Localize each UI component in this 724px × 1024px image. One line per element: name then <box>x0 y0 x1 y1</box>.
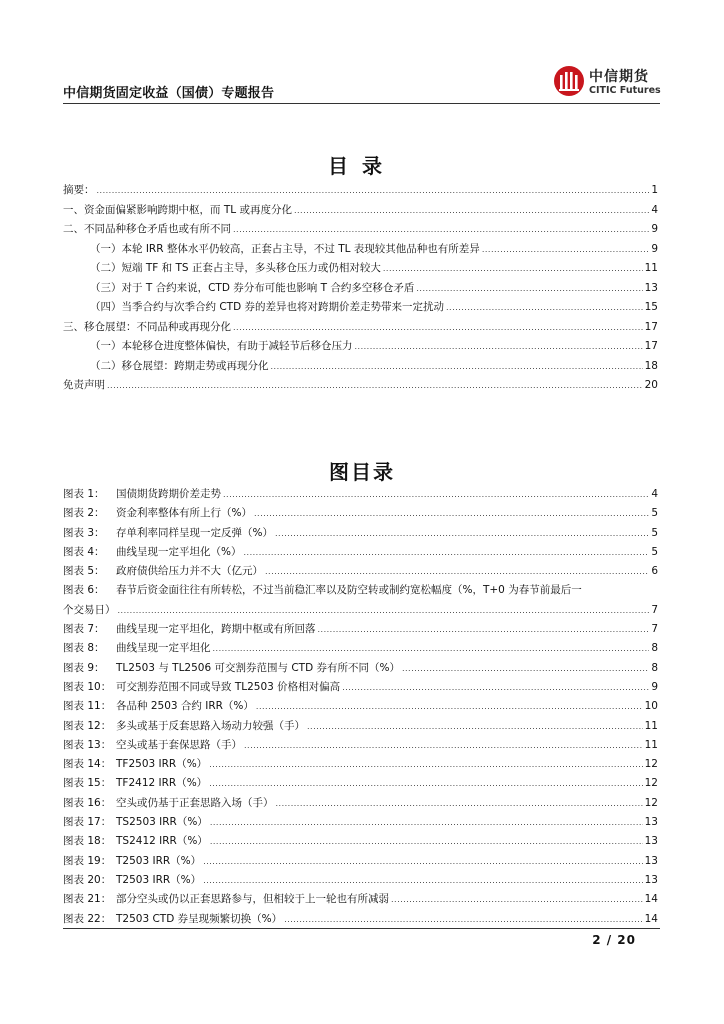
figure-entry-page: 13 <box>644 854 658 867</box>
figure-entry-page: 14 <box>644 912 658 925</box>
figure-entry-label: 空头或仍基于正套思路入场（手） <box>116 796 274 809</box>
figure-entry-label: 曲线呈现一定平坦化，跨期中枢或有所回落 <box>116 623 316 636</box>
figure-entry-label: 各品种 2503 合约 IRR（%） <box>116 700 254 713</box>
figure-entry-label: TS2503 IRR（%） <box>116 816 208 829</box>
figure-entry-label: 可交割券范围不同或导致 TL2503 价格相对偏高 <box>116 680 341 693</box>
figure-entry-label: 政府债供给压力并不大（亿元） <box>116 565 263 578</box>
figure-entry-number: 图表 6： <box>63 584 105 597</box>
toc-entry[interactable] <box>63 181 658 201</box>
figure-entry-label-continued: 个交易日） <box>63 603 116 616</box>
dot-leader <box>256 697 643 716</box>
figure-entry[interactable] <box>63 562 658 581</box>
toc-entry[interactable] <box>63 376 658 396</box>
figure-entry-number: 图表 15： <box>63 777 112 790</box>
figure-entry-page: 11 <box>644 738 658 751</box>
figure-entry-label: 存单利率同样呈现一定反弹（%） <box>116 526 273 539</box>
citic-logo-icon <box>554 66 584 96</box>
figure-entry-page: 7 <box>651 603 658 616</box>
toc-entry[interactable] <box>63 318 658 338</box>
figure-entry-number: 图表 21： <box>63 893 112 906</box>
dot-leader <box>233 220 649 240</box>
figure-entry-number: 图表 18： <box>63 835 112 848</box>
report-header-title: 中信期货固定收益（国债）专题报告 <box>63 86 275 101</box>
figure-entry-page: 13 <box>644 816 658 829</box>
figure-entry[interactable] <box>63 678 658 697</box>
toc-entry[interactable] <box>63 240 658 260</box>
figure-entry-page: 12 <box>644 796 658 809</box>
toc-entry-page: 17 <box>644 340 658 352</box>
figure-entry-number: 图表 1： <box>63 488 105 500</box>
dot-leader <box>209 774 642 793</box>
figure-entry-page: 6 <box>651 565 658 578</box>
figure-entry-label: 国债期货跨期价差走势 <box>116 488 221 500</box>
figure-entry-number: 图表 4： <box>63 545 105 558</box>
figure-entry[interactable] <box>63 543 658 562</box>
toc-entry-page: 9 <box>651 223 658 235</box>
figure-entry-number: 图表 22： <box>63 912 112 925</box>
figure-list <box>63 485 658 929</box>
figure-entry-number: 图表 5： <box>63 565 105 578</box>
toc-entry-label: （一）本轮移仓进度整体偏快，有助于减轻节后移仓压力 <box>90 340 353 352</box>
toc-entry-label: 二、不同品种移仓矛盾也或有所不同 <box>63 223 231 235</box>
dot-leader <box>446 298 643 318</box>
figure-entry-page: 7 <box>651 623 658 636</box>
dot-leader <box>254 504 649 523</box>
dot-leader <box>482 240 650 260</box>
figure-entry-label: TS2412 IRR（%） <box>116 835 208 848</box>
figure-entry-page: 5 <box>651 507 658 520</box>
dot-leader <box>275 524 649 543</box>
figure-entry[interactable] <box>63 504 658 523</box>
figure-entry-label: T2503 IRR（%） <box>116 873 202 886</box>
figure-entry-page: 14 <box>644 893 658 906</box>
figure-entry-label: TL2503 与 TL2506 可交割券范围与 CTD 券有所不同（%） <box>116 661 400 674</box>
header-divider <box>63 103 660 104</box>
citic-futures-logo <box>554 66 664 100</box>
figure-entry[interactable] <box>63 871 658 890</box>
dot-leader <box>213 639 650 658</box>
figure-entry-page: 13 <box>644 835 658 848</box>
toc-entry-page: 4 <box>651 203 658 216</box>
figure-entry[interactable] <box>63 485 658 504</box>
toc-entry-label: （二）短端 TF 和 TS 正套占主导，多头移仓压力或仍相对较大 <box>90 262 381 274</box>
toc-entry[interactable] <box>63 357 658 377</box>
figure-entry[interactable] <box>63 717 658 736</box>
toc-entry[interactable] <box>63 279 658 299</box>
dot-leader <box>243 543 649 562</box>
figure-entry-page: 10 <box>644 700 658 713</box>
dot-leader <box>391 890 643 909</box>
toc-entry[interactable] <box>63 298 658 318</box>
figure-entry-label: 空头或基于套保思路（手） <box>116 738 242 751</box>
figure-entry-number: 图表 11： <box>63 700 112 713</box>
dot-leader <box>416 279 642 299</box>
toc-entry-page: 15 <box>644 301 658 313</box>
toc-title: 目录 <box>328 154 396 178</box>
figure-entry-label: 曲线呈现一定平坦化（%） <box>116 545 242 558</box>
toc-entry-page: 11 <box>644 262 658 274</box>
figure-entry-page: 4 <box>651 488 658 500</box>
figure-entry-continuation[interactable] <box>63 601 658 620</box>
dot-leader <box>233 318 643 338</box>
dot-leader <box>107 376 643 396</box>
figure-entry[interactable] <box>63 659 658 678</box>
dot-leader <box>203 871 642 890</box>
logo-english-name: CITIC Futures <box>589 85 661 96</box>
dot-leader <box>284 910 643 929</box>
figure-entry-label: TF2503 IRR（%） <box>116 758 208 771</box>
figure-entry-number: 图表 10： <box>63 680 112 693</box>
toc-entry[interactable] <box>63 337 658 357</box>
figure-entry-number: 图表 2： <box>63 507 105 520</box>
dot-leader <box>244 736 643 755</box>
dot-leader <box>342 678 649 697</box>
toc-entry-page: 17 <box>644 320 658 333</box>
page-indicator: 2 / 20 <box>592 933 636 947</box>
figure-entry-label: 资金利率整体有所上行（%） <box>116 507 252 520</box>
dot-leader <box>118 601 650 620</box>
footer-divider <box>63 928 660 929</box>
figure-entry[interactable] <box>63 813 658 832</box>
toc-entry-page: 20 <box>644 379 658 391</box>
figure-entry-number: 图表 17： <box>63 816 112 829</box>
figure-entry[interactable] <box>63 852 658 871</box>
figure-entry-label: T2503 IRR（%） <box>116 854 202 867</box>
figure-entry[interactable] <box>63 697 658 716</box>
dot-leader <box>276 794 643 813</box>
figure-entry-number: 图表 9： <box>63 661 105 674</box>
toc-entry-label: （二）移仓展望：跨期走势或再现分化 <box>90 359 269 372</box>
figure-entry-page: 9 <box>651 680 658 693</box>
figure-entry-page: 5 <box>651 526 658 539</box>
figure-entry-number: 图表 14： <box>63 758 112 771</box>
figure-entry-label: TF2412 IRR（%） <box>116 777 208 790</box>
toc-entry-label: 摘要： <box>63 184 95 196</box>
figure-entry-number: 图表 19： <box>63 854 112 867</box>
dot-leader <box>209 755 642 774</box>
figure-entry-page: 8 <box>651 661 658 674</box>
figure-entry-page: 11 <box>644 719 658 732</box>
toc-entry-label: 免责声明 <box>63 379 105 391</box>
dot-leader <box>223 485 649 504</box>
toc-list <box>63 181 658 396</box>
dot-leader <box>203 852 642 871</box>
figure-entry-label: 曲线呈现一定平坦化 <box>116 642 211 655</box>
figure-entry-number: 图表 16： <box>63 796 112 809</box>
figure-entry-label: T2503 CTD 券呈现频繁切换（%） <box>116 912 283 925</box>
figure-entry[interactable] <box>63 755 658 774</box>
dot-leader <box>294 201 649 221</box>
figure-entry[interactable] <box>63 832 658 851</box>
dot-leader <box>355 337 643 357</box>
toc-entry-label: 一、资金面偏紧影响跨期中枢，而 TL 或再度分化 <box>63 203 292 216</box>
toc-entry-page: 13 <box>644 281 658 294</box>
toc-entry-label: （一）本轮 IRR 整体水平仍较高，正套占主导，不过 TL 表现较其他品种也有所差异 <box>90 242 480 255</box>
figure-entry[interactable] <box>63 736 658 755</box>
figure-entry-page: 12 <box>644 777 658 790</box>
dot-leader <box>383 259 643 279</box>
figure-entry-number: 图表 20： <box>63 873 112 886</box>
figure-entry[interactable] <box>63 890 658 909</box>
figure-entry-label: 多头或基于反套思路入场动力较强（手） <box>116 719 305 732</box>
figure-entry[interactable] <box>63 639 658 658</box>
dot-leader <box>210 813 643 832</box>
figure-entry[interactable] <box>63 524 658 543</box>
figure-entry-number: 图表 13： <box>63 738 112 751</box>
figure-entry[interactable] <box>63 910 658 929</box>
toc-entry-label: （四）当季合约与次季合约 CTD 券的差异也将对跨期价差走势带来一定扰动 <box>90 301 445 313</box>
toc-entry[interactable] <box>63 259 658 279</box>
dot-leader <box>210 832 643 851</box>
figure-entry-number: 图表 8： <box>63 642 105 655</box>
dot-leader <box>307 717 643 736</box>
toc-entry-page: 9 <box>651 242 658 255</box>
logo-chinese-name: 中信期货 <box>589 69 649 85</box>
figure-list-title: 图目录 <box>329 460 395 484</box>
figure-entry-label: 春节后资金面往往有所转松，不过当前稳汇率以及防空转或制约宽松幅度（%，T+0 为春节前最后一 <box>116 584 582 597</box>
toc-entry[interactable] <box>63 201 658 221</box>
dot-leader <box>265 562 649 581</box>
figure-entry-page: 8 <box>651 642 658 655</box>
toc-entry-label: 三、移仓展望：不同品种或再现分化 <box>63 320 231 333</box>
figure-entry-number: 图表 7： <box>63 623 105 636</box>
figure-entry-number: 图表 3： <box>63 526 105 539</box>
figure-entry-page: 13 <box>644 873 658 886</box>
figure-entry-label: 部分空头或仍以正套思路参与，但相较于上一轮也有所减弱 <box>116 893 389 906</box>
toc-entry-page: 1 <box>651 184 658 196</box>
figure-entry-page: 12 <box>644 758 658 771</box>
figure-entry[interactable] <box>63 581 658 600</box>
toc-entry-page: 18 <box>644 359 658 372</box>
figure-entry[interactable] <box>63 774 658 793</box>
dot-leader <box>271 357 643 377</box>
figure-entry-number: 图表 12： <box>63 719 112 732</box>
figure-entry[interactable] <box>63 620 658 639</box>
dot-leader <box>402 659 649 678</box>
toc-entry-label: （三）对于 T 合约来说，CTD 券分布可能也影响 T 合约多空移仓矛盾 <box>90 281 415 294</box>
dot-leader <box>97 181 650 201</box>
dot-leader <box>318 620 650 639</box>
figure-entry[interactable] <box>63 794 658 813</box>
toc-entry[interactable] <box>63 220 658 240</box>
figure-entry-page: 5 <box>651 545 658 558</box>
